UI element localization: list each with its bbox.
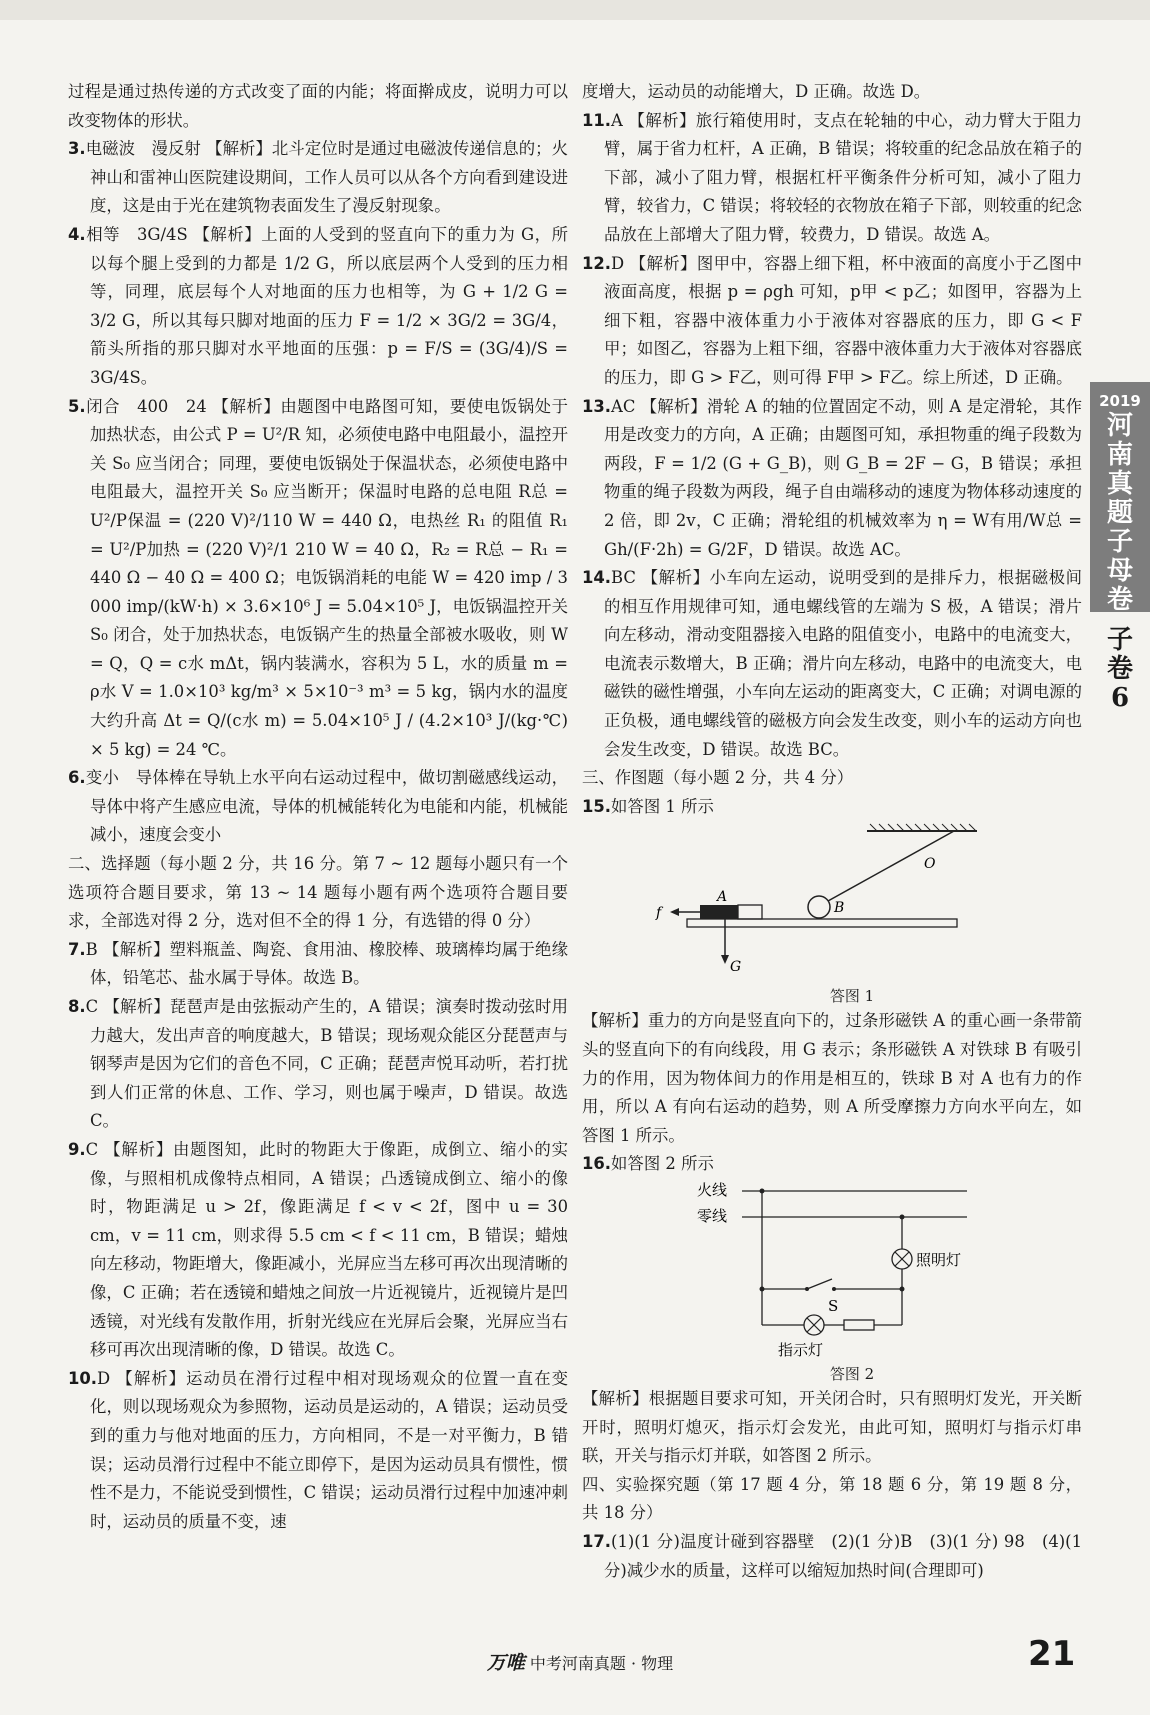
switch-label: S [828, 1297, 839, 1315]
table-surface [687, 919, 957, 927]
neutral-wire-label: 零线 [697, 1207, 728, 1225]
answer-paragraph [68, 1136, 568, 1365]
paragraph-text: D 【解析】图甲中，容器上细下粗，杯中液面的高度小于乙图中液面高度，根据 p = ρgh 可知，p甲 < p乙；如图甲，容器为上细下粗，容器中液体重力小于液体对容器底的压力，即 G < F甲；如图乙，容器为上粗下细，容器中液体重力大于液体对容器底的压力，即 G > F乙，则可得 F甲 > F乙。综上所述，D 正确。 [604, 253, 1082, 387]
answer-paragraph [582, 107, 1082, 250]
label-O: O [924, 856, 936, 873]
figure-1-diagram [582, 821, 1082, 981]
answer-paragraph [582, 564, 1082, 764]
label-G: G [730, 959, 742, 976]
lighting-lamp-label: 照明灯 [916, 1251, 962, 1269]
question-number: 9. [68, 1139, 86, 1159]
figure-2-caption: 答图 2 [829, 1365, 875, 1383]
question-number: 15. [582, 796, 612, 816]
side-tab [1090, 382, 1150, 615]
paragraph-text: 电磁波 漫反射 【解析】北斗定位时是通过电磁波传递信息的；火神山和雷神山医院建设期间，工作人员可以从各个方向看到建设进度，这是由于光在建筑物表面发生了漫反射现象。 [85, 139, 568, 216]
live-wire-label: 火线 [697, 1181, 728, 1199]
answer-paragraph [582, 1528, 1082, 1585]
figure-1 [582, 821, 1082, 1007]
answer-paragraph [68, 993, 568, 1136]
page-top-strip [0, 0, 1150, 20]
paragraph-text: BC 【解析】小车向左运动，说明受到的是排斥力，根据磁极间的相互作用规律可知，通电螺线管的左端为 S 极，A 错误；滑片向左移动，滑动变阻器接入电路的阻值变小，电路中的电流变大，电流表示数增大，B 正确；滑片向左移动，电路中的电流变大，电磁铁的磁性增强，小车向左运动的距离变大，C 正确；对调电源的正负极，通电螺线管的磁极方向会发生改变，则小车的运动方向也会发生改变，D 错误。故选 BC。 [604, 568, 1082, 759]
section-heading [68, 850, 568, 936]
label-B: B [834, 900, 845, 917]
right-column [582, 78, 1082, 1585]
sub-volume-label: 子 卷 6 [1106, 625, 1133, 713]
figure-2 [582, 1179, 1082, 1385]
indicator-lamp-label: 指示灯 [778, 1341, 824, 1359]
answer-paragraph [68, 936, 568, 993]
question-number: 11. [582, 110, 612, 130]
question-number: 4. [68, 224, 86, 244]
answer-paragraph [68, 78, 568, 135]
figure-1-caption: 答图 1 [829, 987, 875, 1006]
answer-paragraph [68, 135, 568, 221]
paragraph-text: (1)(1 分)温度计碰到容器壁 (2)(1 分)B (3)(1 分) 98 (4)(1 分)减少水的质量，这样可以缩短加热时间(合理即可) [604, 1531, 1082, 1580]
left-column [68, 78, 568, 1536]
paragraph-text: 四、实验探究题（第 17 题 4 分，第 18 题 6 分，第 19 题 8 分，共 18 分） [582, 1474, 1082, 1523]
paragraph-text: 【解析】重力的方向是竖直向下的，过条形磁铁 A 的重心画一条带箭头的竖直向下的有向线段，用 G 表示；条形磁铁 A 对铁球 B 有吸引力的作用，因为物体间力的作用是相互的，铁球 B 对 A 也有力的作用，所以 A 有向右运动的趋势，则 A 所受摩擦力方向水平向左，如答图 1 所示。 [582, 1011, 1082, 1145]
question-number: 13. [582, 396, 612, 416]
iron-ball-B [808, 896, 830, 918]
answer-paragraph [582, 1007, 1082, 1150]
figure-2-circuit [582, 1179, 1082, 1359]
question-number: 12. [582, 253, 612, 273]
paragraph-text: 过程是通过热传递的方式改变了面的内能；将面擀成皮，说明力可以改变物体的形状。 [68, 82, 568, 130]
paragraph-text: D 【解析】运动员在滑行过程中相对现场观众的位置一直在变化，则以现场观众为参照物，运动员是运动的，A 错误；运动员受到的重力与他对地面的压力，方向相同，不是一对平衡力，B 错误；运动员滑行过程中不能立即停下，是因为运动员具有惯性，惯性不是力，不能说受到惯性，C 错误；运动员滑行过程中加速冲刺时，运动员的质量不变，速 [90, 1368, 568, 1531]
answer-paragraph [68, 221, 568, 393]
paragraph-text: 变小 导体棒在导轨上水平向右运动过程中，做切割磁感线运动，导体中将产生感应电流，导体的机械能转化为电能和内能，机械能减小，速度会变小 [85, 768, 568, 845]
label-f: f [656, 905, 662, 922]
question-number: 10. [68, 1368, 98, 1388]
footer-text: 中考河南真题 · 物理 [529, 1654, 674, 1673]
section-heading [582, 764, 1082, 793]
answer-paragraph [582, 793, 1082, 822]
paragraph-text: 如答图 1 所示 [611, 796, 714, 816]
paragraph-text: C 【解析】琵琶声是由弦振动产生的，A 错误；演奏时拨动弦时用力越大，发出声音的响度越大，B 错误；现场观众能区分琵琶声与钢琴声是因为它们的音色不同，C 正确；琵琶声悦耳动听，若打扰到人们正常的休息、工作、学习，则也属于噪声，D 错误。故选 C。 [85, 997, 568, 1131]
question-number: 16. [582, 1154, 612, 1174]
question-number: 17. [582, 1531, 612, 1551]
paragraph-text: A 【解析】旅行箱使用时，支点在轮轴的中心，动力臂大于阻力臂，属于省力杠杆，A 正确，B 错误；将较重的纪念品放在箱子的下部，减小了阻力臂，根据杠杆平衡条件分析可知，减小了阻力臂，较省力，C 错误；将较轻的衣物放在箱子下部，则较重的纪念品放在上部增大了阻力臂，较费力，D 错误。故选 A。 [604, 110, 1082, 244]
section-heading [582, 1471, 1082, 1528]
paragraph-text: B 【解析】塑料瓶盖、陶瓷、食用油、橡胶棒、玻璃棒均属于绝缘体，铅笔芯、盐水属于导体。故选 B。 [85, 939, 568, 988]
answer-paragraph [68, 1365, 568, 1537]
paragraph-text: 相等 3G/4S 【解析】上面的人受到的竖直向下的重力为 G，所以每个腿上受到的力都是 1/2 G，所以底层两个人受到的压力相等，同理，底层每个人对地面的压力也相等，为 G + 1/2 G = 3/2 G，所以其每只脚对地面的压力 F = 1/2 × 3G/2 = 3G/4，箭头所指的那只脚对水平地面的压强：p = F/S = (3G/4)/S = 3G/4S。 [85, 224, 568, 387]
paragraph-text: 闭合 400 24 【解析】由题图中电路图可知，要使电饭锅处于加热状态，由公式 P = U²/R 知，必须使电路中电阻最小，温控开关 S₀ 应当闭合；同理，要使电饭锅处于保温状态，必须使电路中电阻最大，温控开关 S₀ 应当断开；保温时电路的总电阻 R总 = U²/P保温 = (220 V)²/110 W = 440 Ω，电热丝 R₁ 的阻值 R₁ = U²/P加热 = (220 V)²/1 210 W = 40 Ω，R₂ = R总 − R₁ = 440 Ω − 40 Ω = 400 Ω；电饭锅消耗的电能 W = 420 imp / 3 000 imp/(kW·h) × 3.6×10⁶ J = 5.04×10⁵ J，电饭锅温控开关 S₀ 闭合，处于加热状态，电饭锅产生的热量全部被水吸收，则 W = Q，Q = c水 mΔt，锅内装满水，容积为 5 L，水的质量 m = ρ水 V = 1.0×10³ kg/m³ × 5×10⁻³ m³ = 5 kg，锅内水的温度大约升高 Δt = Q/(c水 m) = 5.04×10⁵ J / (4.2×10³ J/(kg·℃) × 5 kg) = 24 ℃。 [85, 396, 568, 759]
side-tab-title: 河 南 真 题 子 母 卷 [1106, 411, 1133, 615]
question-number: 6. [68, 768, 86, 788]
answer-paragraph [582, 1150, 1082, 1179]
question-number: 14. [582, 568, 612, 588]
answer-paragraph [582, 250, 1082, 393]
answer-paragraph [582, 78, 1082, 107]
question-number: 3. [68, 139, 86, 159]
paragraph-text: AC 【解析】滑轮 A 的轴的位置固定不动，则 A 是定滑轮，其作用是改变力的方向，A 正确；由题图可知，承担物重的绳子段数为两段，F = 1/2 (G + G_B)，则 G_B = 2F − G，B 错误；承担物重的绳子段数为两段，绳子自由端移动的速度为物体移动速度的 2 倍，即 2v，C 正确；滑轮组的机械效率为 η = W有用/W总 = Gh/(F·2h) = G/2F，D 错误。故选 AC。 [604, 396, 1082, 559]
paragraph-text: 度增大，运动员的动能增大，D 正确。故选 D。 [582, 82, 931, 101]
page-footer [430, 1648, 730, 1675]
resistor [844, 1320, 874, 1330]
question-number: 5. [68, 396, 86, 416]
paragraph-text: 三、作图题（每小题 2 分，共 4 分） [582, 768, 854, 788]
footer-brand: 万唯 [486, 1652, 525, 1674]
page-number: 21 [1028, 1634, 1076, 1674]
answer-paragraph [582, 1385, 1082, 1471]
answer-paragraph [582, 393, 1082, 565]
answer-paragraph [68, 393, 568, 765]
side-tab-year: 2019 [1099, 392, 1141, 410]
answer-paragraph [68, 764, 568, 850]
paragraph-text: 【解析】根据题目要求可知，开关闭合时，只有照明灯发光，开关断开时，照明灯熄灭，指示灯会发光，由此可知，照明灯与指示灯串联，开关与指示灯并联，如答图 2 所示。 [582, 1389, 1082, 1466]
paragraph-text: C 【解析】由题图知，此时的物距大于像距，成倒立、缩小的实像，与照相机成像特点相同，A 错误；凸透镜成倒立、缩小的像时，物距满足 u > 2f，像距满足 f < v < 2f，图中 u = 30 cm，v = 11 cm，则求得 5.5 cm < f < 11 cm，B 错误；蜡烛向左移动，物距增大，像距减小，光屏应当左移可再次出现清晰的像，C 正确；若在透镜和蜡烛之间放一片近视镜片，近视镜片是凹透镜，对光线有发散作用，折射光线应在光屏后会聚，光屏应当右移可再次出现清晰的像，D 错误。故选 C。 [85, 1139, 568, 1360]
paragraph-text: 如答图 2 所示 [611, 1154, 714, 1174]
paragraph-text: 二、选择题（每小题 2 分，共 16 分。第 7 ~ 12 题每小题只有一个选项符合题目要求，第 13 ~ 14 题每小题有两个选项符合题目要求，全部选对得 2 分，选对但不全的得 1 分，有选错的得 0 分） [68, 854, 568, 931]
question-number: 7. [68, 939, 86, 959]
question-number: 8. [68, 997, 86, 1016]
label-A: A [717, 889, 728, 906]
